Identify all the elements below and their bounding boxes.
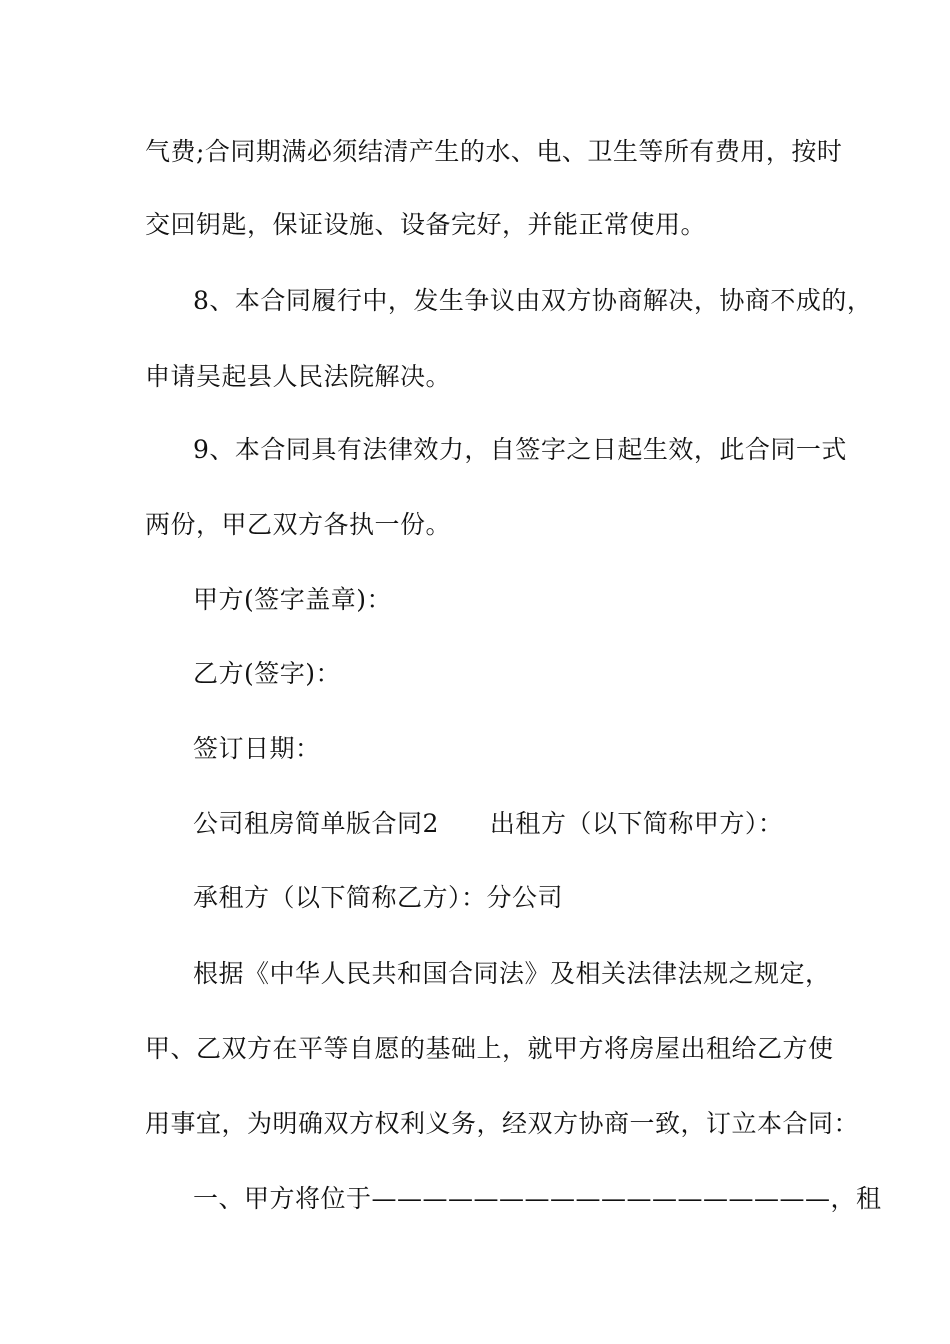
clause-9-line-2: 两份，甲乙双方各执一份。 <box>145 510 452 539</box>
contract-2-title-lessor: 公司租房简单版合同2 出租方（以下简称甲方）： <box>193 809 784 838</box>
preamble-line-2: 甲、乙双方在平等自愿的基础上，就甲方将房屋出租给乙方使 <box>145 1034 834 1063</box>
clause-9-line-1: 9、本合同具有法律效力，自签字之日起生效，此合同一式 <box>193 435 847 464</box>
clause-1-line-1: 一、甲方将位于——————————————————，租 <box>193 1184 882 1213</box>
text-line-2: 交回钥匙，保证设施、设备完好，并能正常使用。 <box>145 210 707 239</box>
text-line-1: 气费;合同期满必须结清产生的水、电、卫生等所有费用，按时 <box>145 137 843 166</box>
lessee-line: 承租方（以下简称乙方）：分公司 <box>193 883 564 912</box>
clause-8-line-1: 8、本合同履行中，发生争议由双方协商解决，协商不成的， <box>193 286 873 315</box>
sign-date-label: 签订日期： <box>193 734 321 763</box>
party-a-signature-label: 甲方(签字盖章)： <box>193 585 393 614</box>
preamble-line-1: 根据《中华人民共和国合同法》及相关法律法规之规定， <box>193 959 831 988</box>
party-b-signature-label: 乙方(签字)： <box>193 659 342 688</box>
preamble-line-3: 用事宜，为明确双方权利义务，经双方协商一致，订立本合同： <box>145 1109 860 1138</box>
clause-8-line-2: 申请吴起县人民法院解决。 <box>145 362 452 391</box>
